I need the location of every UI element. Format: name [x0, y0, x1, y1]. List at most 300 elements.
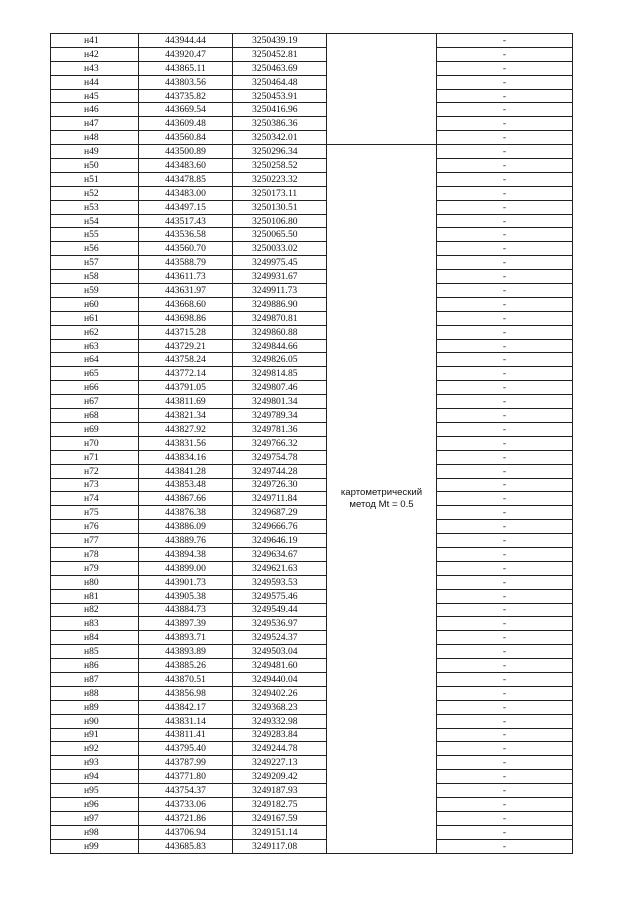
- point-id-cell: н88: [51, 686, 139, 700]
- table-row: [51, 506, 573, 520]
- table-row: [51, 756, 573, 770]
- y-coordinate-cell: 3249187.93: [233, 784, 327, 798]
- table-row: [51, 311, 573, 325]
- y-coordinate-cell: 3249332.98: [233, 714, 327, 728]
- y-coordinate-cell: 3249503.04: [233, 645, 327, 659]
- point-id-cell: н80: [51, 575, 139, 589]
- point-id-cell: н73: [51, 478, 139, 492]
- description-cell: -: [437, 172, 573, 186]
- table-row: [51, 200, 573, 214]
- x-coordinate-cell: 443831.14: [139, 714, 233, 728]
- point-id-cell: н67: [51, 395, 139, 409]
- table-row: [51, 464, 573, 478]
- table-row: [51, 61, 573, 75]
- description-cell: -: [437, 742, 573, 756]
- y-coordinate-cell: 3249870.81: [233, 311, 327, 325]
- method-accuracy: метод Mt = 0.5: [349, 498, 414, 510]
- point-id-cell: н47: [51, 117, 139, 131]
- point-id-cell: н86: [51, 659, 139, 673]
- y-coordinate-cell: 3249634.67: [233, 547, 327, 561]
- point-id-cell: н89: [51, 700, 139, 714]
- y-coordinate-cell: 3249646.19: [233, 534, 327, 548]
- description-cell: -: [437, 700, 573, 714]
- y-coordinate-cell: 3249621.63: [233, 561, 327, 575]
- y-coordinate-cell: 3249726.30: [233, 478, 327, 492]
- table-row: [51, 742, 573, 756]
- point-id-cell: н85: [51, 645, 139, 659]
- point-id-cell: н42: [51, 47, 139, 61]
- point-id-cell: н99: [51, 839, 139, 853]
- table-row: [51, 159, 573, 173]
- x-coordinate-cell: 443841.28: [139, 464, 233, 478]
- y-coordinate-cell: 3249536.97: [233, 617, 327, 631]
- table-row: [51, 478, 573, 492]
- table-row: [51, 686, 573, 700]
- x-coordinate-cell: 443729.21: [139, 339, 233, 353]
- point-id-cell: н64: [51, 353, 139, 367]
- point-id-cell: н61: [51, 311, 139, 325]
- y-coordinate-cell: 3249117.08: [233, 839, 327, 853]
- y-coordinate-cell: 3249575.46: [233, 589, 327, 603]
- x-coordinate-cell: 443497.15: [139, 200, 233, 214]
- y-coordinate-cell: 3249368.23: [233, 700, 327, 714]
- y-coordinate-cell: 3249826.05: [233, 353, 327, 367]
- x-coordinate-cell: 443478.85: [139, 172, 233, 186]
- table-row: [51, 436, 573, 450]
- description-cell: -: [437, 478, 573, 492]
- point-id-cell: н51: [51, 172, 139, 186]
- x-coordinate-cell: 443609.48: [139, 117, 233, 131]
- point-id-cell: н49: [51, 145, 139, 159]
- y-coordinate-cell: 3249440.04: [233, 672, 327, 686]
- point-id-cell: н66: [51, 381, 139, 395]
- x-coordinate-cell: 443772.14: [139, 367, 233, 381]
- description-cell: -: [437, 75, 573, 89]
- y-coordinate-cell: 3249666.76: [233, 520, 327, 534]
- table-row: [51, 270, 573, 284]
- x-coordinate-cell: 443536.58: [139, 228, 233, 242]
- y-coordinate-cell: 3250463.69: [233, 61, 327, 75]
- description-cell: -: [437, 353, 573, 367]
- y-coordinate-cell: 3249931.67: [233, 270, 327, 284]
- point-id-cell: н41: [51, 34, 139, 48]
- table-row: [51, 617, 573, 631]
- x-coordinate-cell: 443771.80: [139, 770, 233, 784]
- x-coordinate-cell: 443920.47: [139, 47, 233, 61]
- table-row: [51, 714, 573, 728]
- table-row: [51, 131, 573, 145]
- point-id-cell: н55: [51, 228, 139, 242]
- x-coordinate-cell: 443870.51: [139, 672, 233, 686]
- point-id-cell: н57: [51, 256, 139, 270]
- point-id-cell: н82: [51, 603, 139, 617]
- y-coordinate-cell: 3249844.66: [233, 339, 327, 353]
- y-coordinate-cell: 3249766.32: [233, 436, 327, 450]
- description-cell: -: [437, 645, 573, 659]
- y-coordinate-cell: 3250296.34: [233, 145, 327, 159]
- x-coordinate-cell: 443853.48: [139, 478, 233, 492]
- table-row: [51, 422, 573, 436]
- y-coordinate-cell: 3249886.90: [233, 297, 327, 311]
- point-id-cell: н68: [51, 409, 139, 423]
- description-cell: -: [437, 686, 573, 700]
- x-coordinate-cell: 443876.38: [139, 506, 233, 520]
- y-coordinate-cell: 3250342.01: [233, 131, 327, 145]
- point-id-cell: н78: [51, 547, 139, 561]
- y-coordinate-cell: 3249807.46: [233, 381, 327, 395]
- y-coordinate-cell: 3249227.13: [233, 756, 327, 770]
- table-row: [51, 256, 573, 270]
- x-coordinate-cell: 443733.06: [139, 797, 233, 811]
- x-coordinate-cell: 443560.70: [139, 242, 233, 256]
- table-row: [51, 47, 573, 61]
- y-coordinate-cell: 3250452.81: [233, 47, 327, 61]
- table-row: [51, 492, 573, 506]
- x-coordinate-cell: 443834.16: [139, 450, 233, 464]
- table-row: [51, 561, 573, 575]
- point-id-cell: н46: [51, 103, 139, 117]
- table-row: [51, 784, 573, 798]
- x-coordinate-cell: 443889.76: [139, 534, 233, 548]
- description-cell: -: [437, 256, 573, 270]
- table-row: [51, 214, 573, 228]
- table-row: [51, 172, 573, 186]
- description-cell: -: [437, 589, 573, 603]
- description-cell: -: [437, 381, 573, 395]
- table-row: [51, 728, 573, 742]
- description-cell: -: [437, 117, 573, 131]
- point-id-cell: н70: [51, 436, 139, 450]
- description-cell: -: [437, 659, 573, 673]
- y-coordinate-cell: 3249754.78: [233, 450, 327, 464]
- table-row: [51, 103, 573, 117]
- table-row: [51, 228, 573, 242]
- description-cell: -: [437, 839, 573, 853]
- y-coordinate-cell: 3250173.11: [233, 186, 327, 200]
- description-cell: -: [437, 450, 573, 464]
- x-coordinate-cell: 443811.69: [139, 395, 233, 409]
- table-row: [51, 395, 573, 409]
- method-cell-upper-empty: [327, 34, 437, 145]
- description-cell: -: [437, 284, 573, 298]
- point-id-cell: н83: [51, 617, 139, 631]
- description-cell: -: [437, 672, 573, 686]
- table-row: [51, 589, 573, 603]
- description-cell: -: [437, 61, 573, 75]
- y-coordinate-cell: 3249911.73: [233, 284, 327, 298]
- x-coordinate-cell: 443685.83: [139, 839, 233, 853]
- description-cell: -: [437, 103, 573, 117]
- y-coordinate-cell: 3250130.51: [233, 200, 327, 214]
- y-coordinate-cell: 3249549.44: [233, 603, 327, 617]
- y-coordinate-cell: 3249244.78: [233, 742, 327, 756]
- description-cell: -: [437, 617, 573, 631]
- table-row: [51, 381, 573, 395]
- description-cell: -: [437, 214, 573, 228]
- y-coordinate-cell: 3249524.37: [233, 631, 327, 645]
- y-coordinate-cell: 3250258.52: [233, 159, 327, 173]
- point-id-cell: н75: [51, 506, 139, 520]
- table-row: [51, 409, 573, 423]
- description-cell: -: [437, 339, 573, 353]
- y-coordinate-cell: 3249687.29: [233, 506, 327, 520]
- description-cell: -: [437, 367, 573, 381]
- description-cell: -: [437, 145, 573, 159]
- point-id-cell: н92: [51, 742, 139, 756]
- method-cell: [327, 145, 437, 853]
- description-cell: -: [437, 311, 573, 325]
- x-coordinate-cell: 443842.17: [139, 700, 233, 714]
- x-coordinate-cell: 443827.92: [139, 422, 233, 436]
- description-cell: -: [437, 186, 573, 200]
- x-coordinate-cell: 443588.79: [139, 256, 233, 270]
- point-id-cell: н56: [51, 242, 139, 256]
- y-coordinate-cell: 3249593.53: [233, 575, 327, 589]
- y-coordinate-cell: 3249481.60: [233, 659, 327, 673]
- table-row: [51, 645, 573, 659]
- point-id-cell: н43: [51, 61, 139, 75]
- table-row: [51, 353, 573, 367]
- y-coordinate-cell: 3249814.85: [233, 367, 327, 381]
- table-row: [51, 659, 573, 673]
- description-cell: -: [437, 797, 573, 811]
- table-row: [51, 297, 573, 311]
- x-coordinate-cell: 443884.73: [139, 603, 233, 617]
- point-id-cell: н50: [51, 159, 139, 173]
- description-cell: -: [437, 631, 573, 645]
- description-cell: -: [437, 770, 573, 784]
- x-coordinate-cell: 443865.11: [139, 61, 233, 75]
- x-coordinate-cell: 443735.82: [139, 89, 233, 103]
- table-row: [51, 700, 573, 714]
- x-coordinate-cell: 443894.38: [139, 547, 233, 561]
- point-id-cell: н71: [51, 450, 139, 464]
- x-coordinate-cell: 443867.66: [139, 492, 233, 506]
- x-coordinate-cell: 443886.09: [139, 520, 233, 534]
- description-cell: -: [437, 575, 573, 589]
- point-id-cell: н72: [51, 464, 139, 478]
- x-coordinate-cell: 443668.60: [139, 297, 233, 311]
- table-row: [51, 631, 573, 645]
- description-cell: -: [437, 34, 573, 48]
- table-row: [51, 325, 573, 339]
- x-coordinate-cell: 443795.40: [139, 742, 233, 756]
- x-coordinate-cell: 443560.84: [139, 131, 233, 145]
- table-row: [51, 825, 573, 839]
- table-row: [51, 34, 573, 48]
- description-cell: -: [437, 395, 573, 409]
- point-id-cell: н91: [51, 728, 139, 742]
- point-id-cell: н45: [51, 89, 139, 103]
- y-coordinate-cell: 3249744.28: [233, 464, 327, 478]
- point-id-cell: н44: [51, 75, 139, 89]
- description-cell: -: [437, 270, 573, 284]
- description-cell: -: [437, 520, 573, 534]
- x-coordinate-cell: 443758.24: [139, 353, 233, 367]
- description-cell: -: [437, 89, 573, 103]
- point-id-cell: н69: [51, 422, 139, 436]
- point-id-cell: н93: [51, 756, 139, 770]
- x-coordinate-cell: 443893.71: [139, 631, 233, 645]
- description-cell: -: [437, 492, 573, 506]
- point-id-cell: н84: [51, 631, 139, 645]
- point-id-cell: н97: [51, 811, 139, 825]
- description-cell: -: [437, 756, 573, 770]
- point-id-cell: н96: [51, 797, 139, 811]
- y-coordinate-cell: 3249860.88: [233, 325, 327, 339]
- x-coordinate-cell: 443899.00: [139, 561, 233, 575]
- x-coordinate-cell: 443631.97: [139, 284, 233, 298]
- x-coordinate-cell: 443500.89: [139, 145, 233, 159]
- coordinates-table-body: [51, 34, 573, 854]
- description-cell: -: [437, 464, 573, 478]
- y-coordinate-cell: 3249801.34: [233, 395, 327, 409]
- x-coordinate-cell: 443698.86: [139, 311, 233, 325]
- point-id-cell: н62: [51, 325, 139, 339]
- point-id-cell: н54: [51, 214, 139, 228]
- point-id-cell: н79: [51, 561, 139, 575]
- table-row: [51, 117, 573, 131]
- description-cell: -: [437, 159, 573, 173]
- table-row: [51, 367, 573, 381]
- point-id-cell: н95: [51, 784, 139, 798]
- table-row: [51, 186, 573, 200]
- y-coordinate-cell: 3249283.84: [233, 728, 327, 742]
- x-coordinate-cell: 443893.89: [139, 645, 233, 659]
- y-coordinate-cell: 3249975.45: [233, 256, 327, 270]
- y-coordinate-cell: 3249167.59: [233, 811, 327, 825]
- point-id-cell: н94: [51, 770, 139, 784]
- table-row: [51, 242, 573, 256]
- description-cell: -: [437, 561, 573, 575]
- y-coordinate-cell: 3249151.14: [233, 825, 327, 839]
- description-cell: -: [437, 228, 573, 242]
- y-coordinate-cell: 3250416.96: [233, 103, 327, 117]
- table-row: [51, 575, 573, 589]
- point-id-cell: н65: [51, 367, 139, 381]
- x-coordinate-cell: 443715.28: [139, 325, 233, 339]
- y-coordinate-cell: 3250033.02: [233, 242, 327, 256]
- y-coordinate-cell: 3250106.80: [233, 214, 327, 228]
- x-coordinate-cell: 443905.38: [139, 589, 233, 603]
- x-coordinate-cell: 443831.56: [139, 436, 233, 450]
- description-cell: -: [437, 422, 573, 436]
- point-id-cell: н48: [51, 131, 139, 145]
- point-id-cell: н53: [51, 200, 139, 214]
- point-id-cell: н60: [51, 297, 139, 311]
- x-coordinate-cell: 443897.39: [139, 617, 233, 631]
- description-cell: -: [437, 603, 573, 617]
- table-row: [51, 339, 573, 353]
- description-cell: -: [437, 47, 573, 61]
- y-coordinate-cell: 3249209.42: [233, 770, 327, 784]
- table-row: [51, 520, 573, 534]
- y-coordinate-cell: 3250223.32: [233, 172, 327, 186]
- table-row: [51, 839, 573, 853]
- coordinates-table: [50, 33, 573, 854]
- x-coordinate-cell: 443811.41: [139, 728, 233, 742]
- x-coordinate-cell: 443611.73: [139, 270, 233, 284]
- y-coordinate-cell: 3250453.91: [233, 89, 327, 103]
- table-row: [51, 145, 573, 159]
- x-coordinate-cell: 443721.86: [139, 811, 233, 825]
- x-coordinate-cell: 443483.00: [139, 186, 233, 200]
- x-coordinate-cell: 443787.99: [139, 756, 233, 770]
- x-coordinate-cell: 443803.56: [139, 75, 233, 89]
- table-row: [51, 450, 573, 464]
- x-coordinate-cell: 443754.37: [139, 784, 233, 798]
- description-cell: -: [437, 436, 573, 450]
- x-coordinate-cell: 443483.60: [139, 159, 233, 173]
- table-row: [51, 534, 573, 548]
- table-row: [51, 770, 573, 784]
- description-cell: -: [437, 728, 573, 742]
- y-coordinate-cell: 3249711.84: [233, 492, 327, 506]
- description-cell: -: [437, 784, 573, 798]
- y-coordinate-cell: 3250464.48: [233, 75, 327, 89]
- y-coordinate-cell: 3250065.50: [233, 228, 327, 242]
- y-coordinate-cell: 3249781.36: [233, 422, 327, 436]
- point-id-cell: н98: [51, 825, 139, 839]
- description-cell: -: [437, 325, 573, 339]
- x-coordinate-cell: 443856.98: [139, 686, 233, 700]
- table-row: [51, 672, 573, 686]
- description-cell: -: [437, 714, 573, 728]
- x-coordinate-cell: 443821.34: [139, 409, 233, 423]
- y-coordinate-cell: 3250386.36: [233, 117, 327, 131]
- table-row: [51, 603, 573, 617]
- point-id-cell: н90: [51, 714, 139, 728]
- method-name: картометрический: [340, 486, 423, 498]
- description-cell: -: [437, 131, 573, 145]
- y-coordinate-cell: 3250439.19: [233, 34, 327, 48]
- point-id-cell: н74: [51, 492, 139, 506]
- point-id-cell: н52: [51, 186, 139, 200]
- description-cell: -: [437, 242, 573, 256]
- point-id-cell: н63: [51, 339, 139, 353]
- table-row: [51, 797, 573, 811]
- description-cell: -: [437, 506, 573, 520]
- y-coordinate-cell: 3249182.75: [233, 797, 327, 811]
- point-id-cell: н87: [51, 672, 139, 686]
- table-row: [51, 89, 573, 103]
- description-cell: -: [437, 297, 573, 311]
- x-coordinate-cell: 443706.94: [139, 825, 233, 839]
- x-coordinate-cell: 443791.05: [139, 381, 233, 395]
- point-id-cell: н76: [51, 520, 139, 534]
- description-cell: -: [437, 409, 573, 423]
- table-row: [51, 811, 573, 825]
- y-coordinate-cell: 3249402.26: [233, 686, 327, 700]
- x-coordinate-cell: 443517.43: [139, 214, 233, 228]
- point-id-cell: н77: [51, 534, 139, 548]
- x-coordinate-cell: 443885.26: [139, 659, 233, 673]
- point-id-cell: н59: [51, 284, 139, 298]
- coordinates-sheet: [50, 33, 572, 875]
- description-cell: -: [437, 547, 573, 561]
- table-row: [51, 284, 573, 298]
- x-coordinate-cell: 443669.54: [139, 103, 233, 117]
- point-id-cell: н58: [51, 270, 139, 284]
- table-row: [51, 75, 573, 89]
- y-coordinate-cell: 3249789.34: [233, 409, 327, 423]
- x-coordinate-cell: 443901.73: [139, 575, 233, 589]
- description-cell: -: [437, 200, 573, 214]
- description-cell: -: [437, 811, 573, 825]
- point-id-cell: н81: [51, 589, 139, 603]
- x-coordinate-cell: 443944.44: [139, 34, 233, 48]
- description-cell: -: [437, 534, 573, 548]
